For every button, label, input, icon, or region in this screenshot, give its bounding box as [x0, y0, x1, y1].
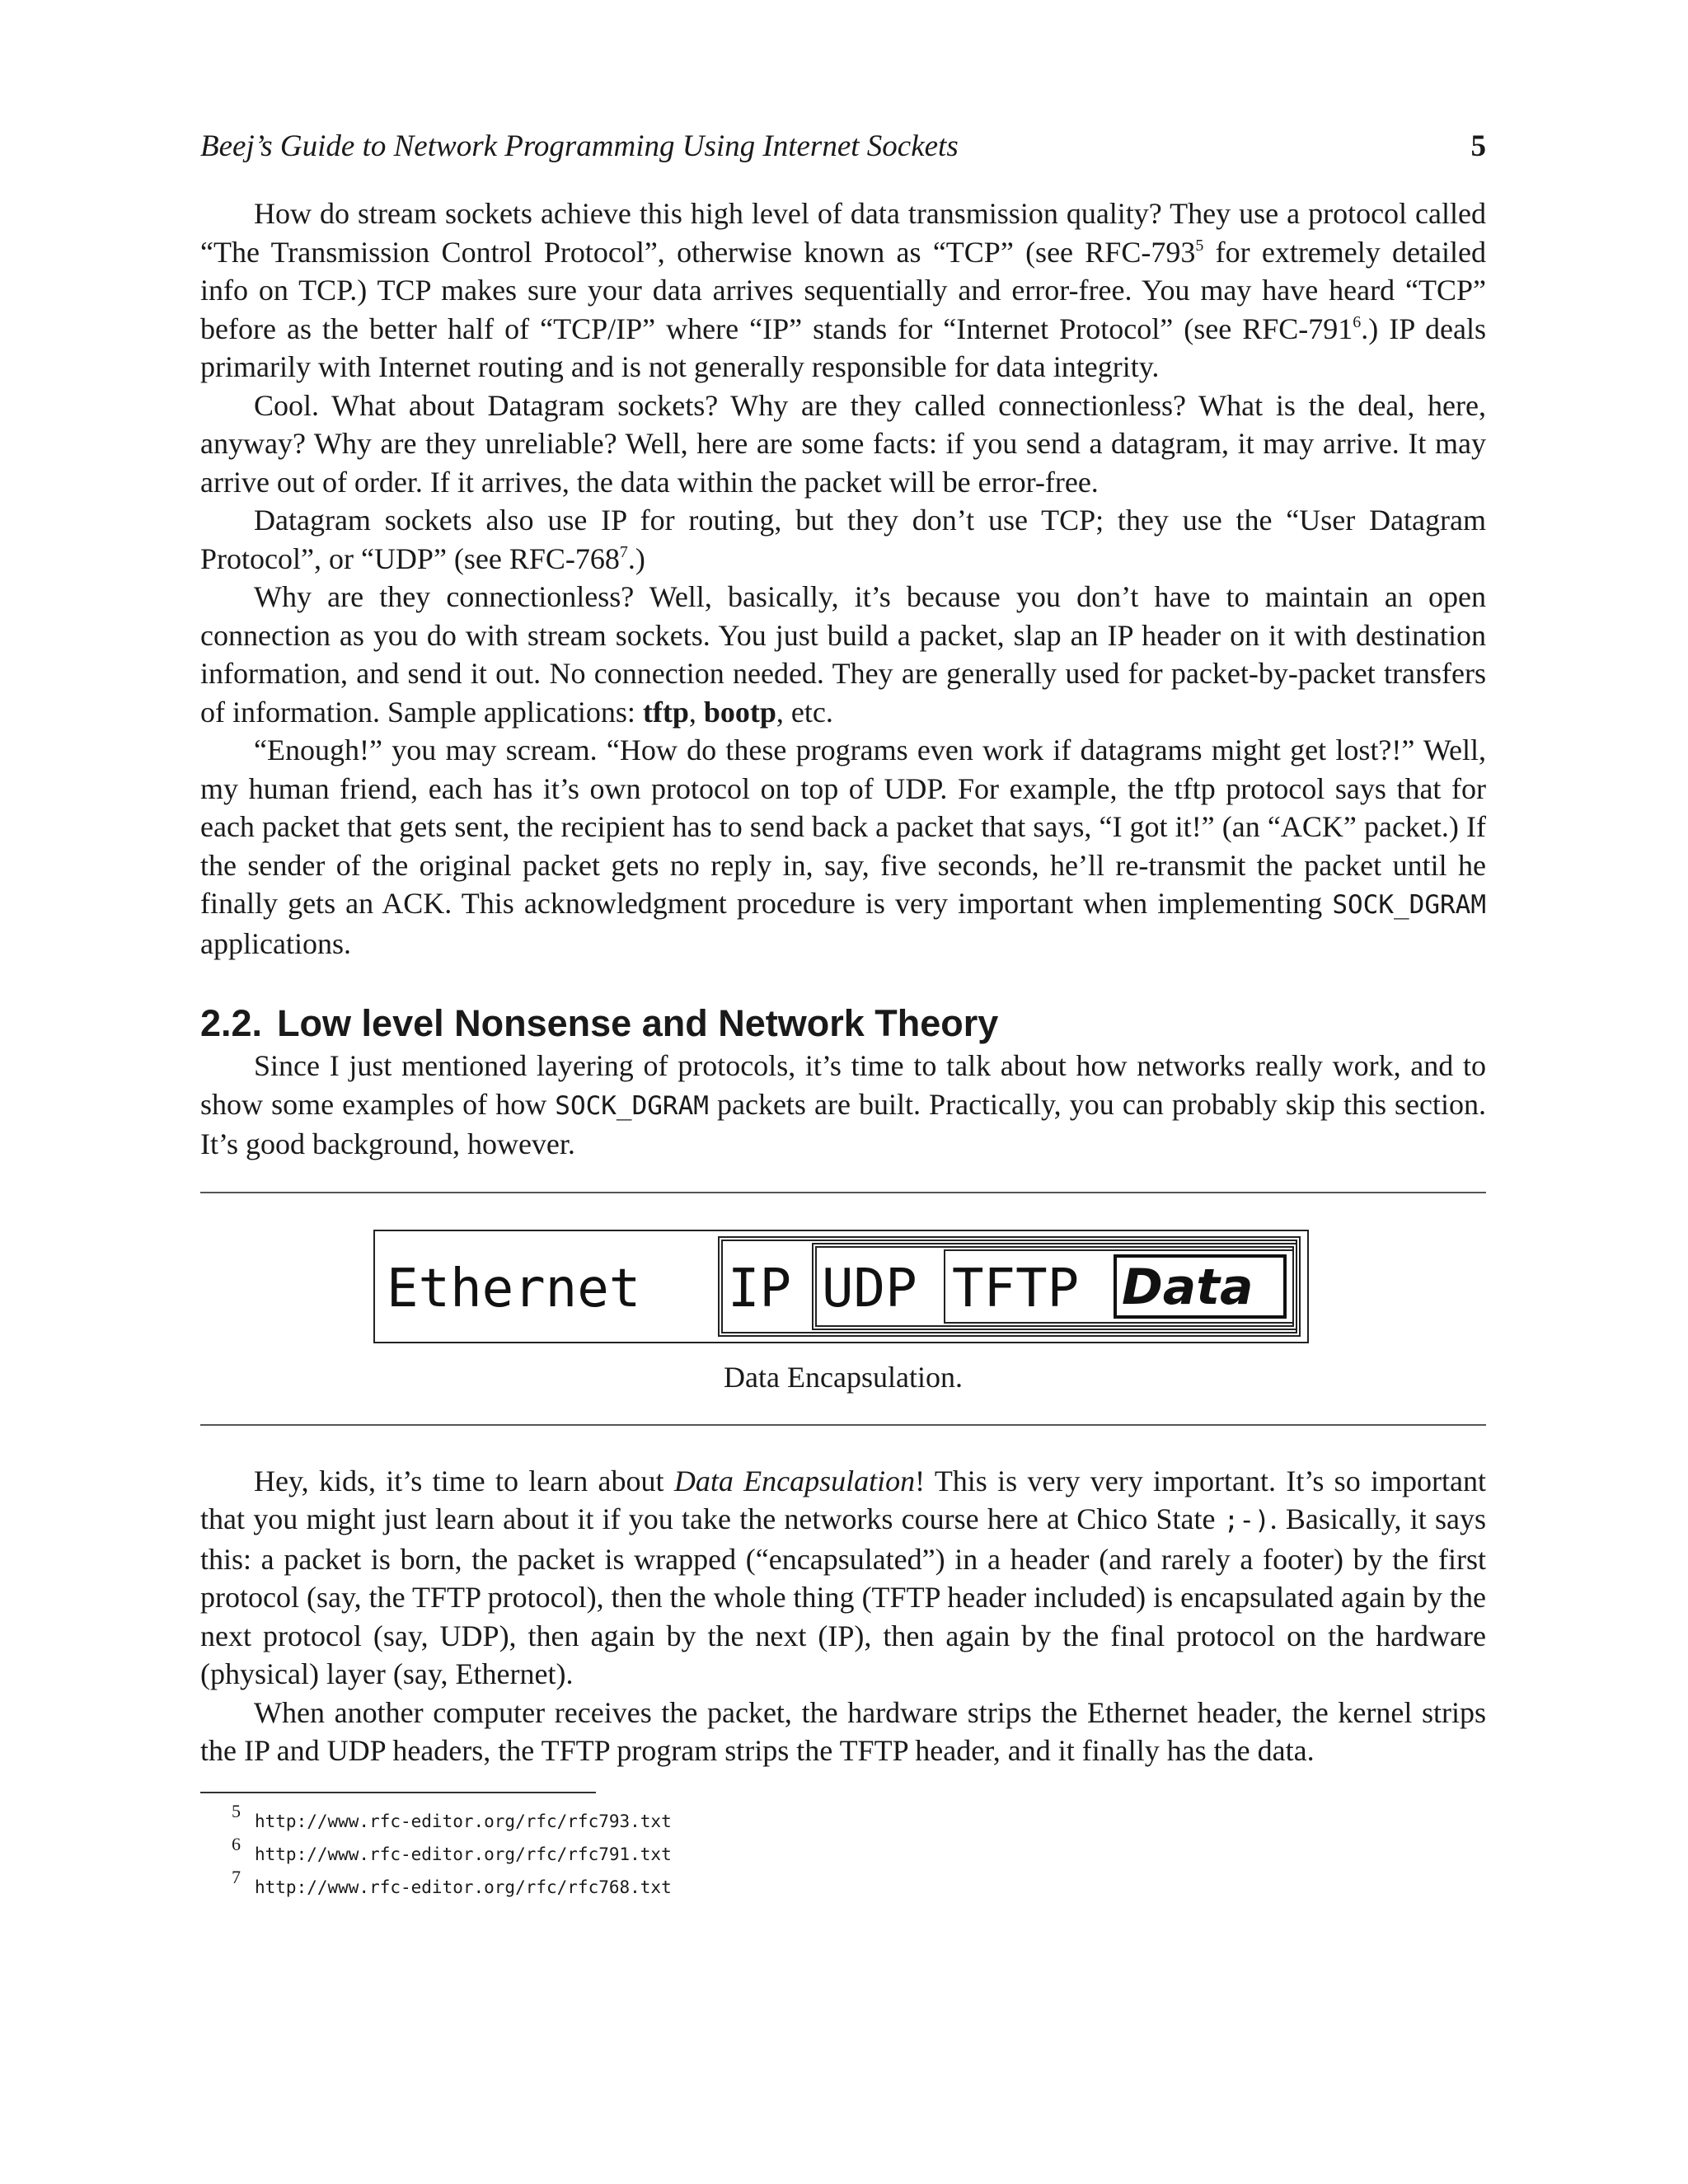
paragraph-tcp: How do stream sockets achieve this high level of data transmission quality? They use a protocol called “The Transmission Control Protocol”, otherwise known as “TCP” (see RFC-$793^5$ for extremely detailed info on TCP.) TCP makes sure your data arrives sequentially and error-free. You may have heard “TCP” before as the better half of “TCP/IP” where “IP” stands for “Internet Protocol” (see RFC-$791^6$.) IP deals primarily with Internet routing and is not generally responsible for data integrity.	[200, 197, 1486, 383]
label-udp: UDP	[822, 1258, 917, 1319]
footnote-ref-7[interactable]: 7	[619, 542, 628, 561]
label-tftp: TFTP	[952, 1258, 1080, 1319]
header-title: Beej’s Guide to Network Programming Using Internet Sockets	[200, 129, 959, 163]
code-sock-dgram: SOCK_DGRAM	[1332, 890, 1486, 920]
footnote-7	[200, 1866, 1486, 1904]
footnote-number: 6	[232, 1833, 241, 1854]
paragraph-datagram: Cool. What about Datagram sockets? Why are they called connectionless? What is the deal, here, anyway? Why are they unreliable? Well, here are some facts: if you send a datagram, it may arrive. It may arrive out of order. If it arrives, the data within the packet will be error-free.	[200, 388, 1486, 499]
footnote-number: 5	[232, 1800, 241, 1821]
paragraph-connectionless: Why are they connectionless? Well, basically, it’s because you don’t have to maintain an open connection as you do with stream sockets. You just build a packet, slap an IP header on it with destination information, and send it out. No connection needed. They are generally used for packet-by-packet transfers of information. Sample applications: tftp, bootp, etc.	[200, 580, 1486, 729]
footnote-link[interactable]: http://www.rfc-editor.org/rfc/rfc791.txt	[255, 1844, 672, 1864]
footnotes	[200, 1800, 1486, 1904]
label-ip: IP	[728, 1258, 792, 1319]
footnote-5	[200, 1800, 1486, 1838]
figure-block	[200, 1192, 1486, 1426]
section-number: 2.2.	[200, 1002, 263, 1044]
figure-bottom-rule	[200, 1424, 1486, 1426]
footnote-number: 7	[232, 1866, 241, 1887]
section-heading	[200, 1001, 1486, 1047]
footnote-link[interactable]: http://www.rfc-editor.org/rfc/rfc768.txt	[255, 1877, 672, 1897]
paragraph-enough: “Enough!” you may scream. “How do these programs even work if datagrams might get lost?!” Well, my human friend, each has it’s own protocol on top of UDP. For example, the tftp protocol says that for each packet that gets sent, the recipient has to send back a packet that says, “I got it!” (an “ACK” packet.) If the sender of the original packet gets no reply in, say, five seconds, he’ll re-transmit the packet until he finally gets an ACK. This acknowledgment procedure is very important when implementing SOCK_DGRAM applications.	[200, 733, 1486, 960]
footnote-ref-5[interactable]: 5	[1195, 236, 1204, 255]
term-tftp: tftp	[642, 695, 689, 729]
footnote-link[interactable]: http://www.rfc-editor.org/rfc/rfc793.txt	[255, 1811, 672, 1831]
code-smiley: ;-)	[1223, 1506, 1270, 1535]
code-sock-dgram-2: SOCK_DGRAM	[555, 1090, 709, 1121]
footnote-ref-6[interactable]: 6	[1353, 312, 1362, 331]
body-text	[200, 194, 1486, 1904]
encapsulation-figure	[200, 1193, 1486, 1424]
document-page	[200, 0, 1486, 2184]
paragraph-encapsulation: Hey, kids, it’s time to learn about Data Encapsulation! This is very very important. It’s so important that you might just learn about it if you take the networks course here at Chico State ;-). Basically, it says this: a packet is born, the packet is wrapped (“encapsulated”) in a header (and rarely a footer) by the first protocol (say, the TFTP protocol), then the whole thing (TFTP header included) is encapsulated again by the next protocol (say, UDP), then again by the next (IP), then again by the final protocol on the hardware (physical) layer (say, Ethernet).	[200, 1464, 1486, 1690]
label-data: Data	[1122, 1258, 1254, 1316]
term-data-encapsulation: Data Encapsulation	[673, 1464, 916, 1497]
page-number: 5	[1470, 129, 1486, 163]
paragraph-layering: Since I just mentioned layering of protocols, it’s time to talk about how networks really work, and to show some examples of how SOCK_DGRAM packets are built. Practically, you can probably skip this section. It’s good background, however.	[200, 1049, 1487, 1160]
paragraph-receive: When another computer receives the packet, the hardware strips the Ethernet header, the kernel strips the IP and UDP headers, the TFTP program strips the TFTP header, and it finally has the data.	[200, 1695, 1486, 1767]
section-title: Low level Nonsense and Network Theory	[277, 1002, 999, 1044]
running-header	[200, 129, 1486, 171]
footnote-rule	[200, 1792, 596, 1793]
label-ethernet: Ethernet	[387, 1258, 641, 1319]
figure-caption: Data Encapsulation.	[724, 1360, 963, 1394]
term-bootp: bootp	[703, 695, 776, 729]
encapsulation-diagram	[373, 1230, 1309, 1343]
footnote-6	[200, 1833, 1486, 1871]
paragraph-udp: Datagram sockets also use IP for routing, but they don’t use TCP; they use the “User Datagram Protocol”, or “UDP” (see RFC-$768^7$.)	[200, 504, 1486, 575]
